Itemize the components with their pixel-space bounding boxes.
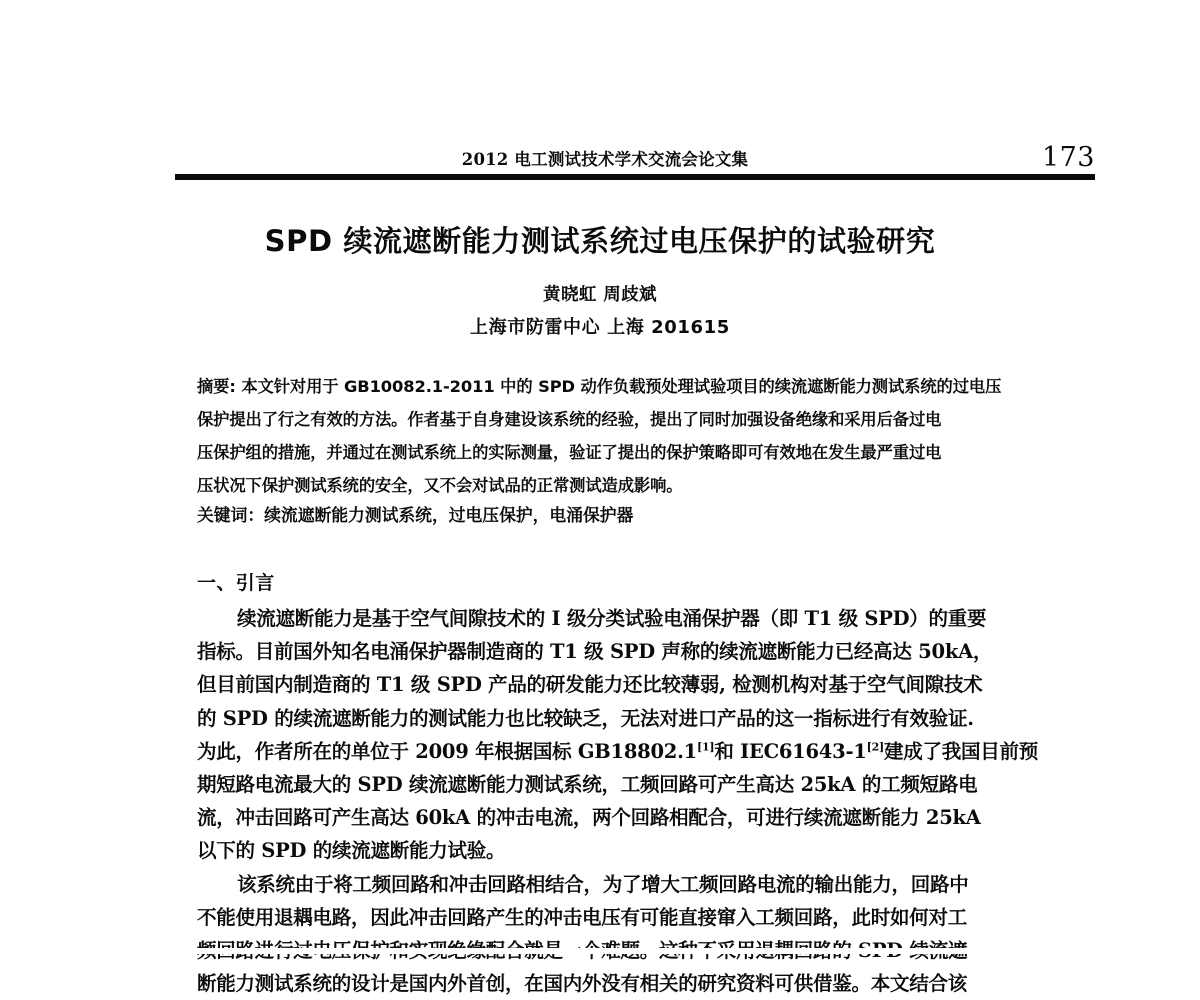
- paper-title: SPD 续流遮断能力测试系统过电压保护的试验研究: [264, 224, 936, 258]
- section-heading-introduction: 一、引言: [197, 572, 275, 594]
- body-line: 期短路电流最大的 SPD 续流遮断能力测试系统，工频回路可产生高达 25kA 的工频短路电: [197, 773, 978, 797]
- body-line: 以下的 SPD 的续流遮断能力试验。: [197, 839, 506, 863]
- body-line: 该系统由于将工频回路和冲击回路相结合，为了增大工频回路电流的输出能力，回路中: [237, 872, 969, 896]
- abstract-line: 摘要: 本文针对用于 GB10082.1-2011 中的 SPD 动作负载预处理试验项目的续流遮断能力测试系统的过电压: [197, 377, 1002, 396]
- running-head: [175, 142, 1095, 173]
- keywords-line: 关键词：续流遮断能力测试系统，过电压保护，电涌保护器: [197, 505, 634, 525]
- body-line-clipped: 断能力测试系统的设计是国内外首创，在国内外没有相关的研究资料可供借鉴。本文结合该: [197, 972, 968, 996]
- body-line: 指标。目前国外知名电涌保护器制造商的 T1 级 SPD 声称的续流遮断能力已经高达 50kA，: [197, 640, 993, 664]
- body-line: 不能使用退耦电路，因此冲击回路产生的冲击电压有可能直接窜入工频回路，此时如何对工: [197, 905, 968, 929]
- body-line: 的 SPD 的续流遮断能力的测试能力也比较缺乏，无法对进口产品的这一指标进行有效验证.: [197, 706, 974, 730]
- running-head-title: 2012 电工测试技术学术交流会论文集: [461, 150, 749, 169]
- affiliation: 上海市防雷中心 上海 201615: [470, 317, 730, 338]
- body-line: 续流遮断能力是基于空气间隙技术的 I 级分类试验电涌保护器（即 T1 级 SPD）的重要: [237, 607, 987, 630]
- abstract-block: [197, 370, 1009, 502]
- body-text-block: [197, 602, 1038, 1000]
- abstract-line: 压保护组的措施，并通过在测试系统上的实际测量，验证了提出的保护策略即可有效地在发生最严重过电: [197, 443, 942, 462]
- body-line: 流，冲击回路可产生高达 60kA 的冲击电流，两个回路相配合，可进行续流遮断能力 25kA: [197, 806, 981, 830]
- body-line: 但目前国内制造商的 T1 级 SPD 产品的研发能力还比较薄弱, 检测机构对基于空气间隙技术: [197, 673, 983, 697]
- author-list: 黄晓虹 周歧斌: [543, 285, 657, 305]
- header-rule-divider: [175, 174, 1095, 180]
- page-bottom-clip: [0, 948, 1200, 954]
- body-line-with-citations: 为此，作者所在的单位于 2009 年根据国标 GB18802.1[1]和 IEC61643-1[2]建成了我国目前预: [197, 739, 1038, 763]
- abstract-line: 保护提出了行之有效的方法。作者基于自身建设该系统的经验，提出了同时加强设备绝缘和采用后备过电: [197, 410, 942, 429]
- abstract-line: 压状况下保护测试系统的安全，又不会对试品的正常测试造成影响。: [197, 476, 683, 495]
- page-number: 173: [1041, 142, 1095, 173]
